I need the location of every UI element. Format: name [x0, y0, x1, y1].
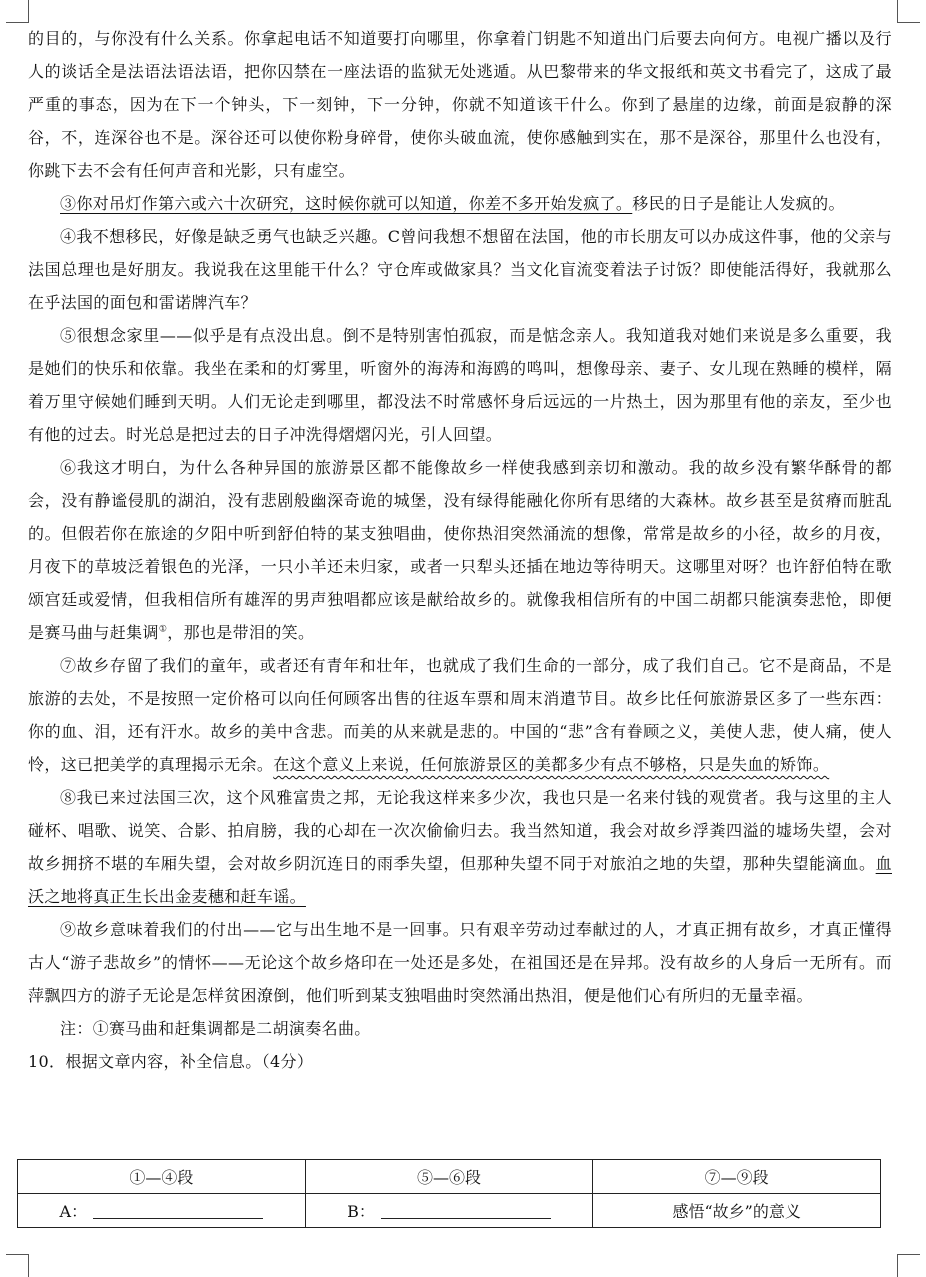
table-header-row: [18, 1160, 881, 1194]
question-10: 10．根据文章内容，补全信息。（4分）: [28, 1052, 314, 1071]
header-cell-1: ①—④段: [18, 1160, 306, 1194]
label-a: A：: [59, 1202, 88, 1221]
answer-cell-b[interactable]: [305, 1194, 593, 1228]
paragraph-7-text: ⑦故乡存留了我们的童年，或者还有青年和壮年，也就成了我们生命的一部分，成了我们自己。它不是商品，不是旅游的去处，不是按照一定价格可以向任何顾客出售的往返车票和周末消遣节目。故乡比任何旅游景区多了一些东西：你的血、泪，还有汗水。故乡的美中含悲。而美的从来就是悲的。中国的“悲”含有眷顾之义，美使人悲，使人痛，使人怜，这已把美学的真理揭示无余。: [28, 656, 892, 774]
wavy-underlined-sentence: 在这个意义上来说，任何旅游景区的美都多少有点不够格，只是失血的矫饰。: [273, 755, 830, 774]
answer-table: [17, 1159, 881, 1228]
footnote-marker: ①: [158, 624, 168, 635]
underlined-sentence-8: 血沃之地将真正生长出金麦穗和赶车谣。: [28, 854, 892, 906]
paragraph-9: ⑨故乡意味着我们的付出——它与出生地不是一回事。只有艰辛劳动过奉献过的人，才真正拥有故乡，才真正懂得古人“游子悲故乡”的情怀——无论这个故乡烙印在一处还是多处，在祖国还是在异邦。没有故乡的人身后一无所有。而萍飘四方的游子无论是怎样贫困潦倒，他们听到某支独唱曲时突然涌出热泪，便是他们心有所归的无量幸福。: [28, 920, 892, 1005]
paragraph-8-text: ⑧我已来过法国三次，这个风雅富贵之邦，无论我这样来多少次，我也只是一名来付钱的观赏者。我与这里的主人碰杯、唱歌、说笑、合影、拍肩膀，我的心却在一次次偷偷归去。我当然知道，我会对故乡浮粪四溢的墟场失望，会对故乡拥挤不堪的车厢失望，会对故乡阴沉连日的雨季失望，但那种失望不同于对旅泊之地的失望，那种失望能滴血。: [28, 788, 892, 873]
paragraph-6-text: ⑥我这才明白，为什么各种异国的旅游景区都不能像故乡一样使我感到亲切和激动。我的故乡没有繁华酥骨的都会，没有静谧侵肌的湖泊，没有悲剧般幽深奇诡的城堡，没有绿得能融化你所有思绪的大森林。故乡甚至是贫瘠而脏乱的。但假若你在旅途的夕阳中听到舒伯特的某支独唱曲，使你热泪突然涌流的想像，常常是故乡的小径，故乡的月夜，月夜下的草坡泛着银色的光泽，一只小羊还未归家，或者一只犁头还插在地边等待明天。这哪里对呀？也许舒伯特在歌颂宫廷或爱情，但我相信所有雄浑的男声独唱都应该是献给故乡的。就像我相信所有的中国二胡都只能演奏悲怆，即便是赛马曲与赶集调: [28, 458, 892, 642]
paragraph-continued: 的目的，与你没有什么关系。你拿起电话不知道要打向哪里，你拿着门钥匙不知道出门后要去向何方。电视广播以及行人的谈话全是法语法语法语，把你囚禁在一座法语的监狱无处逃遁。从巴黎带来的华文报纸和英文书看完了，这成了最严重的事态，因为在下一个钟头，下一刻钟，下一分钟，你就不知道该干什么。你到了悬崖的边缘，前面是寂静的深谷，不，连深谷也不是。深谷还可以使你粉身碎骨，使你头破血流，使你感触到实在，那不是深谷，那里什么也没有，你跳下去不会有任何声音和光影，只有虚空。: [28, 29, 892, 180]
underlined-sentence-3: ③你对吊灯作第六或六十次研究，这时候你就可以知道，你差不多开始发疯了。: [60, 194, 633, 213]
table-answer-row: [18, 1194, 881, 1228]
paragraph-6-end: ，那也是带泪的笑。: [167, 623, 315, 642]
label-b: B：: [347, 1202, 375, 1221]
answer-cell-a[interactable]: [18, 1194, 306, 1228]
blank-a[interactable]: [93, 1204, 263, 1219]
header-cell-3: ⑦—⑨段: [593, 1160, 881, 1194]
reading-passage: [28, 22, 892, 1078]
paragraph-6: [28, 451, 892, 649]
crop-mark-bottom-right: [897, 1254, 920, 1277]
paragraph-3-rest: 移民的日子是能让人发疯的。: [632, 194, 845, 213]
answer-cell-c: 感悟“故乡”的意义: [593, 1194, 881, 1228]
paragraph-4: ④我不想移民，好像是缺乏勇气也缺乏兴趣。C曾问我想不想留在法国，他的市长朋友可以办成这件事，他的父亲与法国总理也是好朋友。我说我在这里能干什么？守仓库或做家具？当文化盲流变着法子讨饭？即使能活得好，我就那么在乎法国的面包和雷诺牌汽车？: [28, 227, 892, 312]
paragraph-5: ⑤很想念家里——似乎是有点没出息。倒不是特别害怕孤寂，而是惦念亲人。我知道我对她们来说是多么重要，我是她们的快乐和依靠。我坐在柔和的灯雾里，听窗外的海涛和海鸥的鸣叫，想像母亲、妻子、女儿现在熟睡的模样，隔着万里守候她们睡到天明。人们无论走到哪里，都没法不时常感怀身后远远的一片热土，因为那里有他的亲友，至少也有他的过去。时光总是把过去的日子冲洗得熠熠闪光，引人回望。: [28, 326, 892, 444]
paragraph-3: [28, 187, 892, 220]
crop-mark-top-left: [6, 0, 29, 23]
footnote: 注：①赛马曲和赶集调都是二胡演奏名曲。: [60, 1019, 371, 1038]
crop-mark-top-right: [897, 0, 920, 23]
paragraph-8: [28, 781, 892, 913]
crop-mark-bottom-left: [6, 1254, 29, 1277]
paragraph-7: [28, 649, 892, 781]
blank-b[interactable]: [381, 1204, 551, 1219]
header-cell-2: ⑤—⑥段: [305, 1160, 593, 1194]
